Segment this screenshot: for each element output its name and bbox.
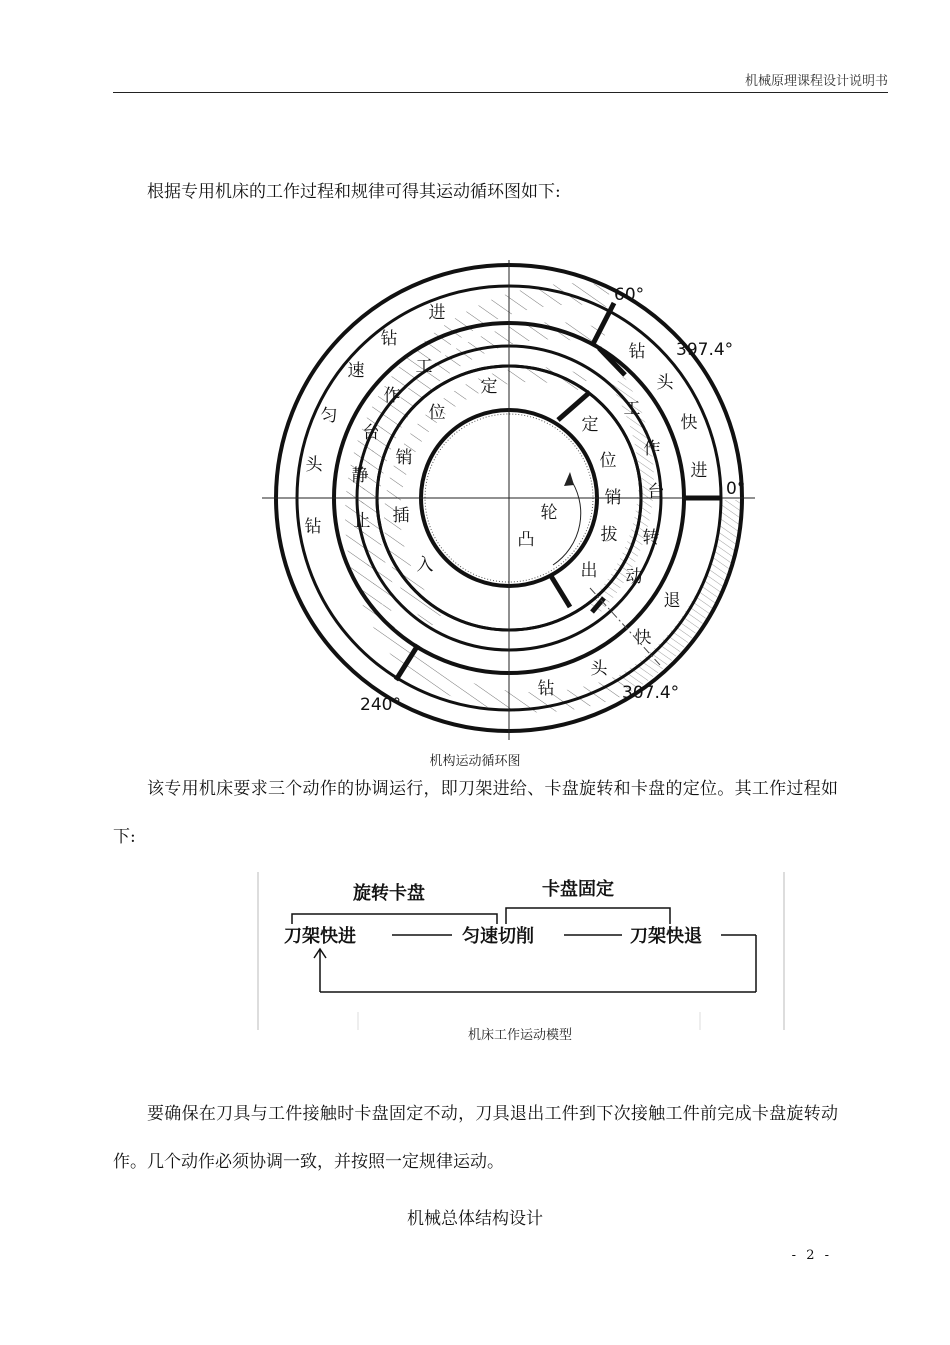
outer-seg2-char: 头 <box>656 373 674 393</box>
arrow-head-icon <box>564 472 574 486</box>
outer-seg1-char: 匀 <box>320 406 338 426</box>
angle-397: 397.4° <box>676 340 734 360</box>
center-char: 轮 <box>540 503 558 523</box>
section-title: 机械总体结构设计 <box>407 1209 543 1229</box>
page-number: - 2 - <box>791 1248 832 1263</box>
outer-seg1-char: 进 <box>428 303 446 323</box>
middle-seg1-char: 工 <box>415 357 433 377</box>
angle-307: 307.4° <box>622 683 680 703</box>
middle-seg2-char: 转 <box>642 528 660 548</box>
middle-seg2-char: 工 <box>623 399 641 419</box>
inner-seg1-char: 入 <box>416 555 434 575</box>
step-fast-forward: 刀架快进 <box>284 926 356 947</box>
requirement-paragraph: 要确保在刀具与工件接触时卡盘固定不动，刀具退出工件到下次接触工件前完成卡盘旋转动作。几个动作必须协调一致，并按照一定规律运动。 <box>113 1104 838 1172</box>
inner-seg1-char: 销 <box>395 448 413 468</box>
middle-seg1-char: 作 <box>383 386 401 406</box>
angle-60: 60° <box>614 285 645 305</box>
outer-seg3-char: 钻 <box>537 679 555 699</box>
middle-seg1-char: 静 <box>351 466 369 486</box>
middle-seg2-char: 作 <box>643 439 661 459</box>
middle-seg2-char: 动 <box>625 567 643 587</box>
middle-seg1-char: 止 <box>353 511 371 531</box>
outer-seg1-char: 速 <box>347 361 365 381</box>
outer-seg1-char: 头 <box>305 455 323 475</box>
step-fast-return: 刀架快退 <box>630 926 702 947</box>
motion-model-caption: 机床工作运动模型 <box>467 1028 572 1043</box>
inner-seg2-char: 销 <box>604 488 622 508</box>
process-paragraph: 该专用机床要求三个动作的协调运行，即刀架进给、卡盘旋转和卡盘的定位。其工作过程如下: <box>113 779 838 847</box>
angle-240: 240° <box>360 695 401 715</box>
label-fix-chuck: 卡盘固定 <box>542 879 614 900</box>
inner-seg2-char: 定 <box>581 415 599 435</box>
intro-paragraph: 根据专用机床的工作过程和规律可得其运动循环图如下: <box>147 182 561 202</box>
center-char: 凸 <box>517 530 535 550</box>
inner-seg1-char: 位 <box>428 403 446 423</box>
outer-seg3-char: 快 <box>634 628 652 648</box>
angle-0: 0° <box>726 479 746 499</box>
outer-seg1-char: 钻 <box>380 329 398 349</box>
motion-model <box>256 872 786 1030</box>
inner-seg1-char: 插 <box>392 506 410 526</box>
label-rotate-chuck: 旋转卡盘 <box>353 883 425 904</box>
inner-seg2-char: 位 <box>599 451 617 471</box>
inner-seg1-char: 定 <box>480 377 498 397</box>
motion-model-diagram <box>256 872 786 1030</box>
outer-seg3-char: 头 <box>590 659 608 679</box>
outer-seg1-char: 钻 <box>304 517 322 537</box>
outer-seg2-char: 快 <box>680 413 698 433</box>
outer-seg2-char: 钻 <box>628 342 646 362</box>
middle-seg1-char: 台 <box>362 423 380 443</box>
header-title: 机械原理课程设计说明书 <box>744 74 888 89</box>
inner-seg2-char: 出 <box>580 561 598 581</box>
divider-inner-bottom <box>551 576 570 607</box>
outer-seg2-char: 进 <box>690 461 708 481</box>
inner-seg2-char: 拔 <box>600 525 618 545</box>
middle-seg2-char: 台 <box>647 482 665 502</box>
step-uniform-cut: 匀速切削 <box>462 926 534 947</box>
cycle-diagram-caption: 机构运动循环图 <box>429 754 521 769</box>
outer-seg3-char: 退 <box>663 591 681 611</box>
